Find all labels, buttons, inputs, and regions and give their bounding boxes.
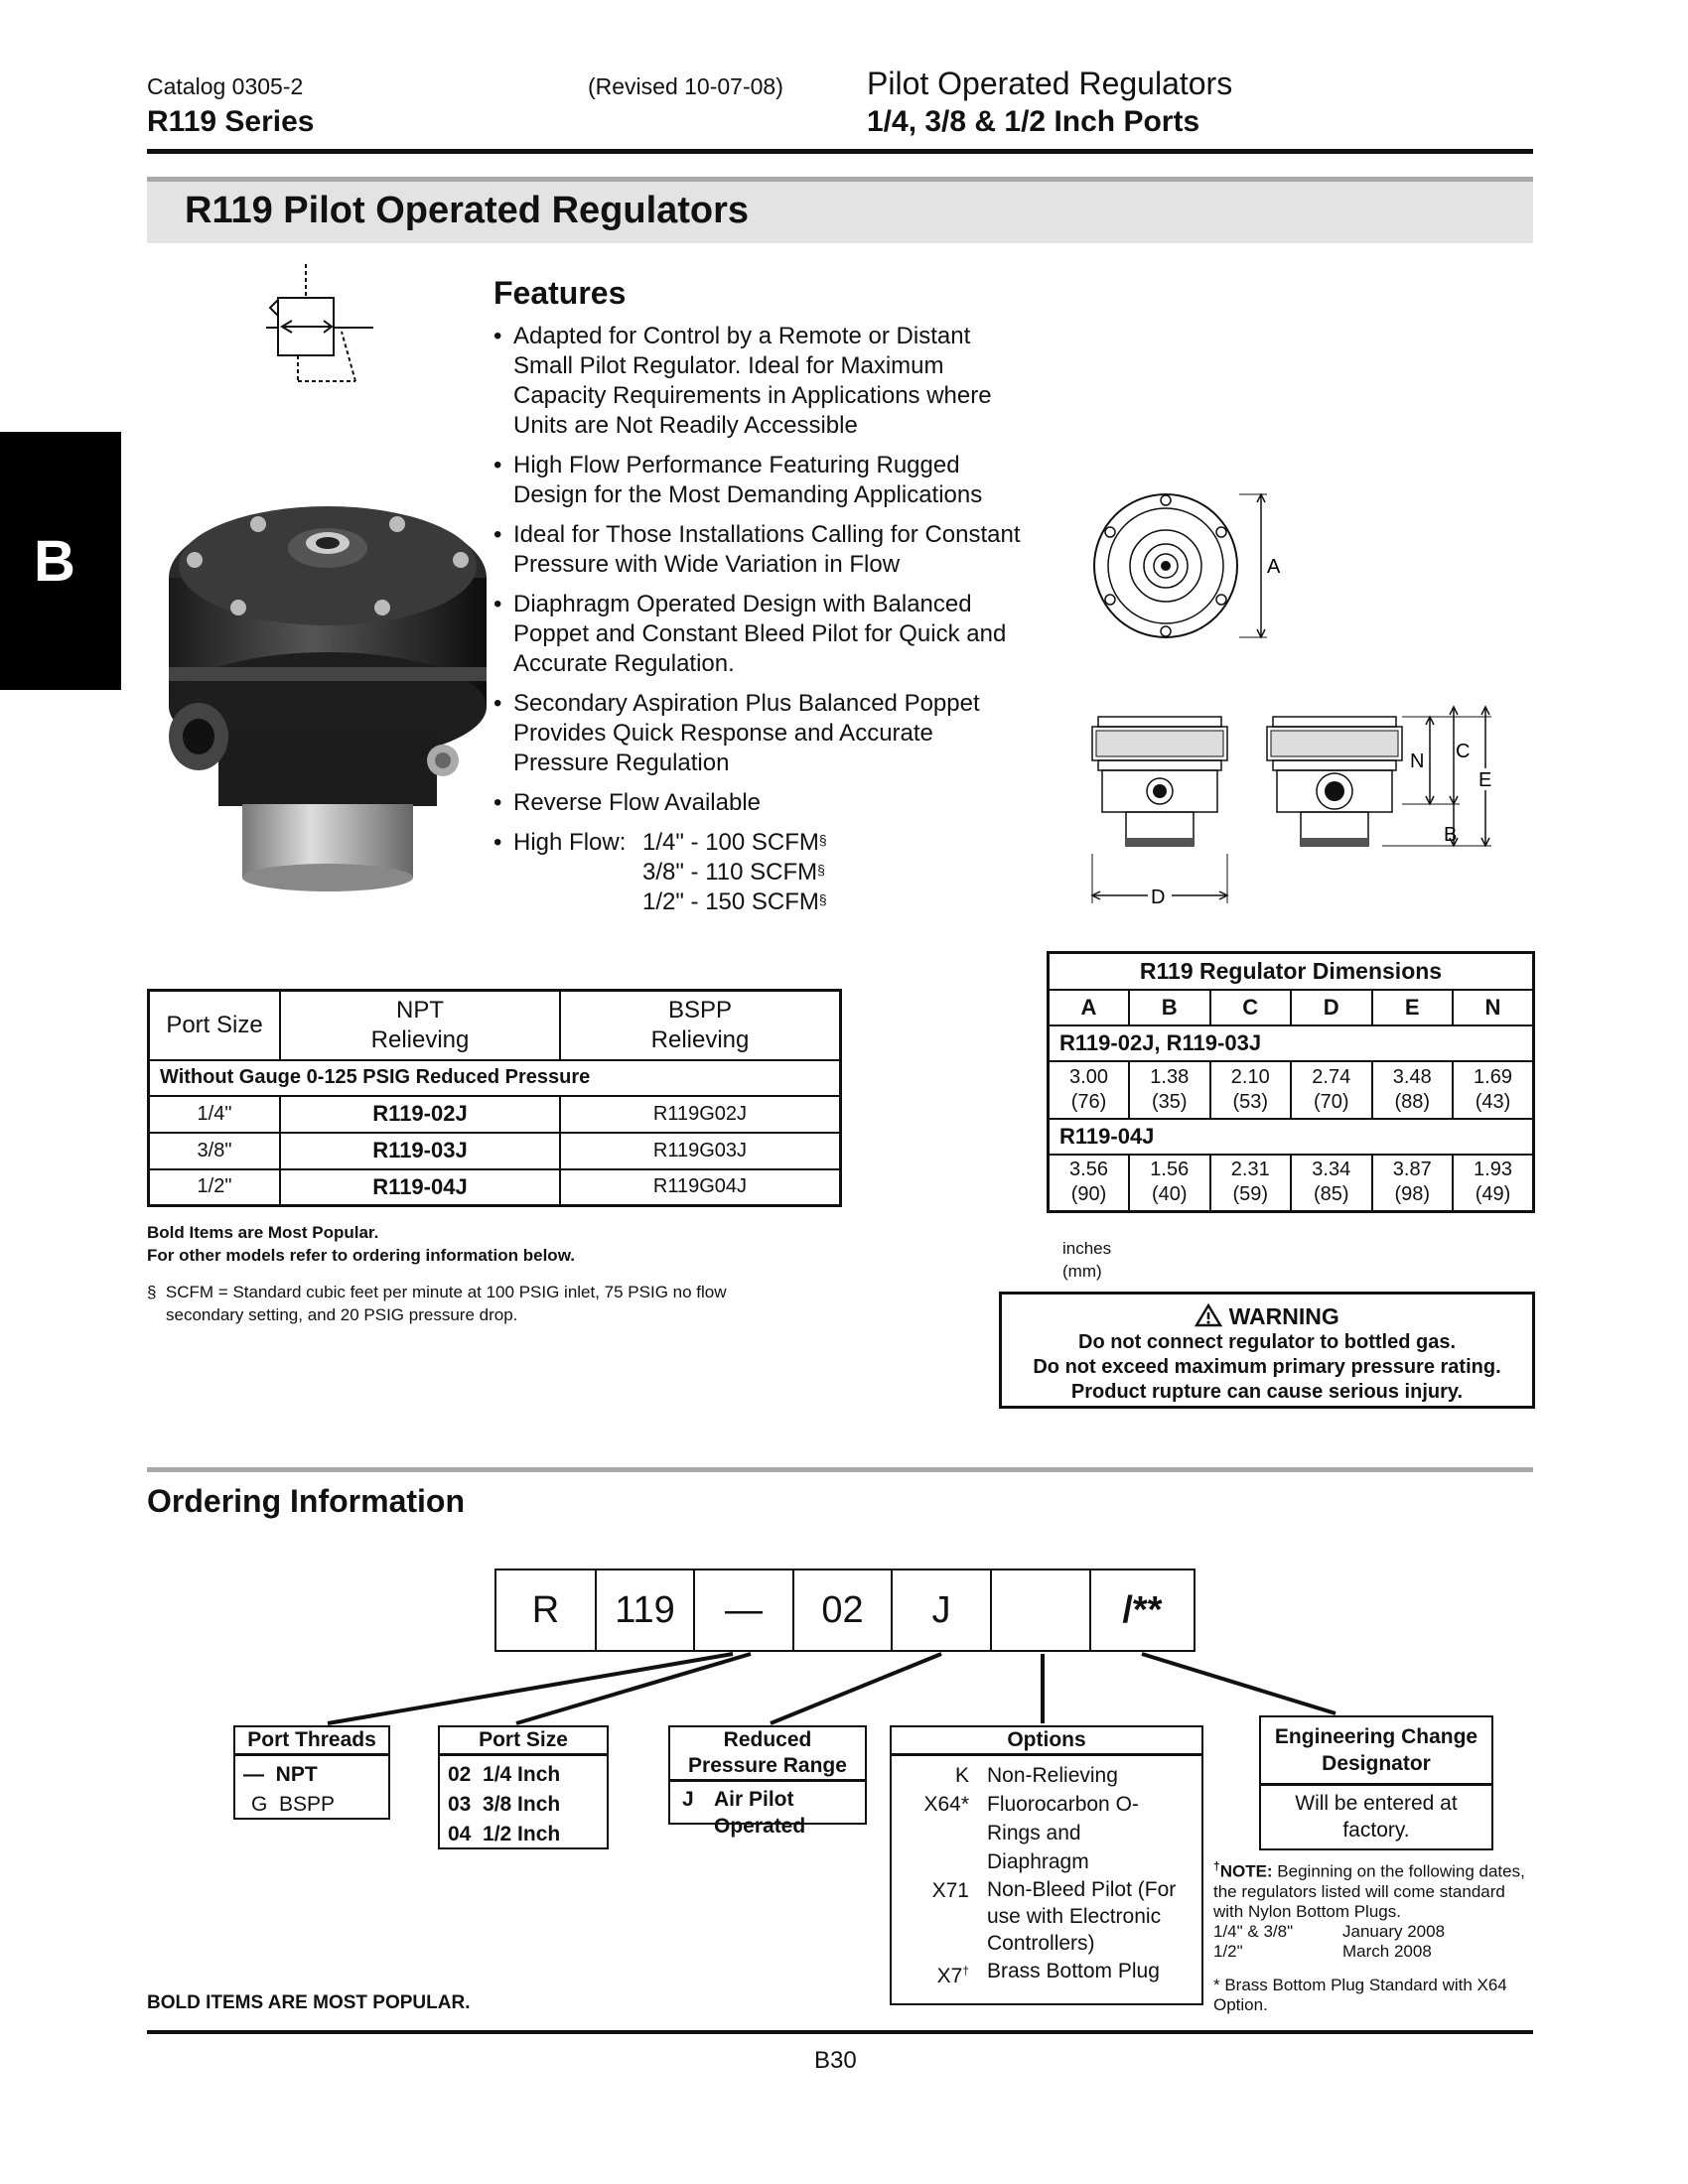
dim-label-d: D — [1151, 887, 1166, 908]
warning-title: WARNING — [1228, 1303, 1339, 1329]
dim-col-header: N — [1453, 990, 1534, 1025]
feature-item: • Adapted for Control by a Remote or Distant Small Pilot Regulator. Ideal for Maximum Capacity Requirements in Applications where Units are Not Readily Accessible — [493, 322, 1030, 441]
dim-cell: 1.38 (35) — [1129, 1061, 1210, 1119]
legend-row: G BSPP — [251, 1793, 336, 1816]
legend-row: K Non-Relieving — [954, 1764, 1118, 1787]
dim-cell: 2.10 (53) — [1210, 1061, 1292, 1119]
col-header-npt: NPT Relieving — [280, 991, 560, 1060]
legend-row: X71 Non-Bleed Pilot (For use with Electronic Controllers) — [931, 1878, 1177, 1955]
legend-title: Port Threads — [235, 1727, 388, 1756]
cell-bspp: R119G02J — [560, 1096, 841, 1133]
feature-item: • Diaphragm Operated Design with Balanced Poppet and Constant Bleed Pilot for Quick and Accurate Regulation. — [493, 590, 1030, 679]
product-title: Pilot Operated Regulators — [867, 66, 1233, 101]
legend-row: Will be entered at factory. — [1295, 1792, 1458, 1842]
legend-options — [890, 1725, 1203, 2005]
feature-item: • Secondary Aspiration Plus Balanced Poppet Provides Quick Response and Accurate Pressure Regulation — [493, 689, 1030, 778]
dimensions-units: inches (mm) — [1062, 1239, 1112, 1281]
code-port-size: 02 — [792, 1569, 893, 1652]
legend-title: Engineering Change Designator — [1261, 1717, 1491, 1786]
dim-label-a: A — [1267, 556, 1281, 578]
cell-port: 1/4" — [149, 1096, 281, 1133]
legend-title: Port Size — [440, 1727, 607, 1756]
page-number: B30 — [814, 2047, 857, 2074]
high-flow-value: 1/2" - 150 SCFM§ — [642, 888, 827, 915]
code-eng-change: /** — [1089, 1569, 1196, 1652]
dim-col-header: E — [1372, 990, 1454, 1025]
features-heading: Features — [493, 275, 627, 311]
high-flow-value: 1/4" - 100 SCFM§ — [642, 829, 827, 856]
dim-cell: 2.74 (70) — [1291, 1061, 1372, 1119]
dim-col-header: B — [1129, 990, 1210, 1025]
high-flow-label: High Flow: — [513, 829, 627, 856]
dim-cell: 2.31 (59) — [1210, 1155, 1292, 1212]
dim-cell: 1.56 (40) — [1129, 1155, 1210, 1212]
ports-title: 1/4, 3/8 & 1/2 Inch Ports — [867, 105, 1200, 138]
dim-cell: 3.87 (98) — [1372, 1155, 1454, 1212]
legend-row: 03 3/8 Inch — [448, 1793, 561, 1816]
feature-item: • Ideal for Those Installations Calling for Constant Pressure with Wide Variation in Flow — [493, 520, 1030, 580]
legend-row: 02 1/4 Inch — [448, 1763, 561, 1786]
dim-label-e: E — [1478, 769, 1492, 791]
warning-line: Product rupture can cause serious injury. — [1070, 1381, 1464, 1403]
legend-row: X64* Fluorocarbon O-Rings and Diaphragm — [923, 1793, 1139, 1873]
section-tab-letter: B — [34, 528, 75, 594]
cell-bspp: R119G03J — [560, 1133, 841, 1169]
legend-title: Options — [892, 1727, 1201, 1756]
dim-cell: 1.93 (49) — [1453, 1155, 1534, 1212]
cell-port: 3/8" — [149, 1133, 281, 1169]
dim-cell: 1.69 (43) — [1453, 1061, 1534, 1119]
footer-rule — [147, 2030, 1533, 2034]
catalog-number: Catalog 0305-2 — [147, 73, 304, 99]
scfm-footnote: § SCFM = Standard cubic feet per minute at 100 PSIG inlet, 75 PSIG no flow secondary setting, and 20 PSIG pressure drop. — [147, 1283, 727, 1324]
table-note-popular: Bold Items are Most Popular. — [147, 1223, 379, 1242]
dim-col-header: D — [1291, 990, 1372, 1025]
code-series: 119 — [595, 1569, 695, 1652]
dim-col-header: A — [1049, 990, 1130, 1025]
feature-item: • High Flow Performance Featuring Rugged Design for the Most Demanding Applications — [493, 451, 1030, 510]
dimensions-group-label: R119-04J — [1049, 1119, 1534, 1155]
dimensions-group-label: R119-02J, R119-03J — [1049, 1025, 1534, 1061]
bold-items-note: BOLD ITEMS ARE MOST POPULAR. — [147, 1992, 471, 2013]
legend-title: Reduced Pressure Range — [670, 1727, 865, 1782]
code-prefix: R — [494, 1569, 597, 1652]
cell-npt: R119-03J — [280, 1133, 560, 1169]
legend-port-threads — [233, 1725, 390, 1820]
legend-row: X7† Brass Bottom Plug — [936, 1960, 1160, 1987]
legend-port-size — [438, 1725, 609, 1849]
table-subheader: Without Gauge 0-125 PSIG Reduced Pressure — [149, 1060, 841, 1096]
cell-npt: R119-04J — [280, 1169, 560, 1206]
code-thread: — — [693, 1569, 794, 1652]
dimensions-title: R119 Regulator Dimensions — [1049, 953, 1534, 990]
col-header-port: Port Size — [149, 991, 281, 1060]
dim-label-n: N — [1410, 751, 1425, 772]
nylon-plug-note: †NOTE: Beginning on the following dates, the regulators listed will come standard with Nylon Bottom Plugs. 1/4" & 3/8" January 2008 1/2" March 2008 — [1213, 1859, 1525, 1961]
dim-label-b: B — [1444, 824, 1458, 846]
cell-bspp: R119G04J — [560, 1169, 841, 1206]
legend-pressure-range — [668, 1725, 867, 1838]
dim-label-c: C — [1456, 741, 1471, 762]
dim-col-header: C — [1210, 990, 1292, 1025]
col-header-bspp: BSPP Relieving — [560, 991, 841, 1060]
legend-row: — NPT — [243, 1763, 318, 1786]
revised-date: (Revised 10-07-08) — [588, 73, 783, 99]
legend-row: J Air Pilot Operated — [682, 1788, 806, 1838]
dim-cell: 3.48 (88) — [1372, 1061, 1454, 1119]
code-pressure: J — [891, 1569, 992, 1652]
feature-item: • Reverse Flow Available — [493, 788, 1030, 818]
high-flow-value: 3/8" - 110 SCFM§ — [642, 859, 825, 886]
series-title: R119 Series — [147, 105, 315, 138]
banner-title: R119 Pilot Operated Regulators — [185, 190, 750, 231]
legend-eng-change — [1259, 1715, 1493, 1850]
warning-line: Do not connect regulator to bottled gas. — [1078, 1331, 1456, 1353]
cell-npt: R119-02J — [280, 1096, 560, 1133]
warning-line: Do not exceed maximum primary pressure rating. — [1033, 1356, 1501, 1378]
brass-plug-note: * Brass Bottom Plug Standard with X64 Option. — [1213, 1976, 1507, 2014]
dim-cell: 3.56 (90) — [1049, 1155, 1130, 1212]
dim-cell: 3.00 (76) — [1049, 1061, 1130, 1119]
legend-row: 04 1/2 Inch — [448, 1823, 561, 1845]
ordering-heading: Ordering Information — [147, 1483, 465, 1519]
cell-port: 1/2" — [149, 1169, 281, 1206]
table-note-other: For other models refer to ordering information below. — [147, 1246, 576, 1265]
dim-cell: 3.34 (85) — [1291, 1155, 1372, 1212]
